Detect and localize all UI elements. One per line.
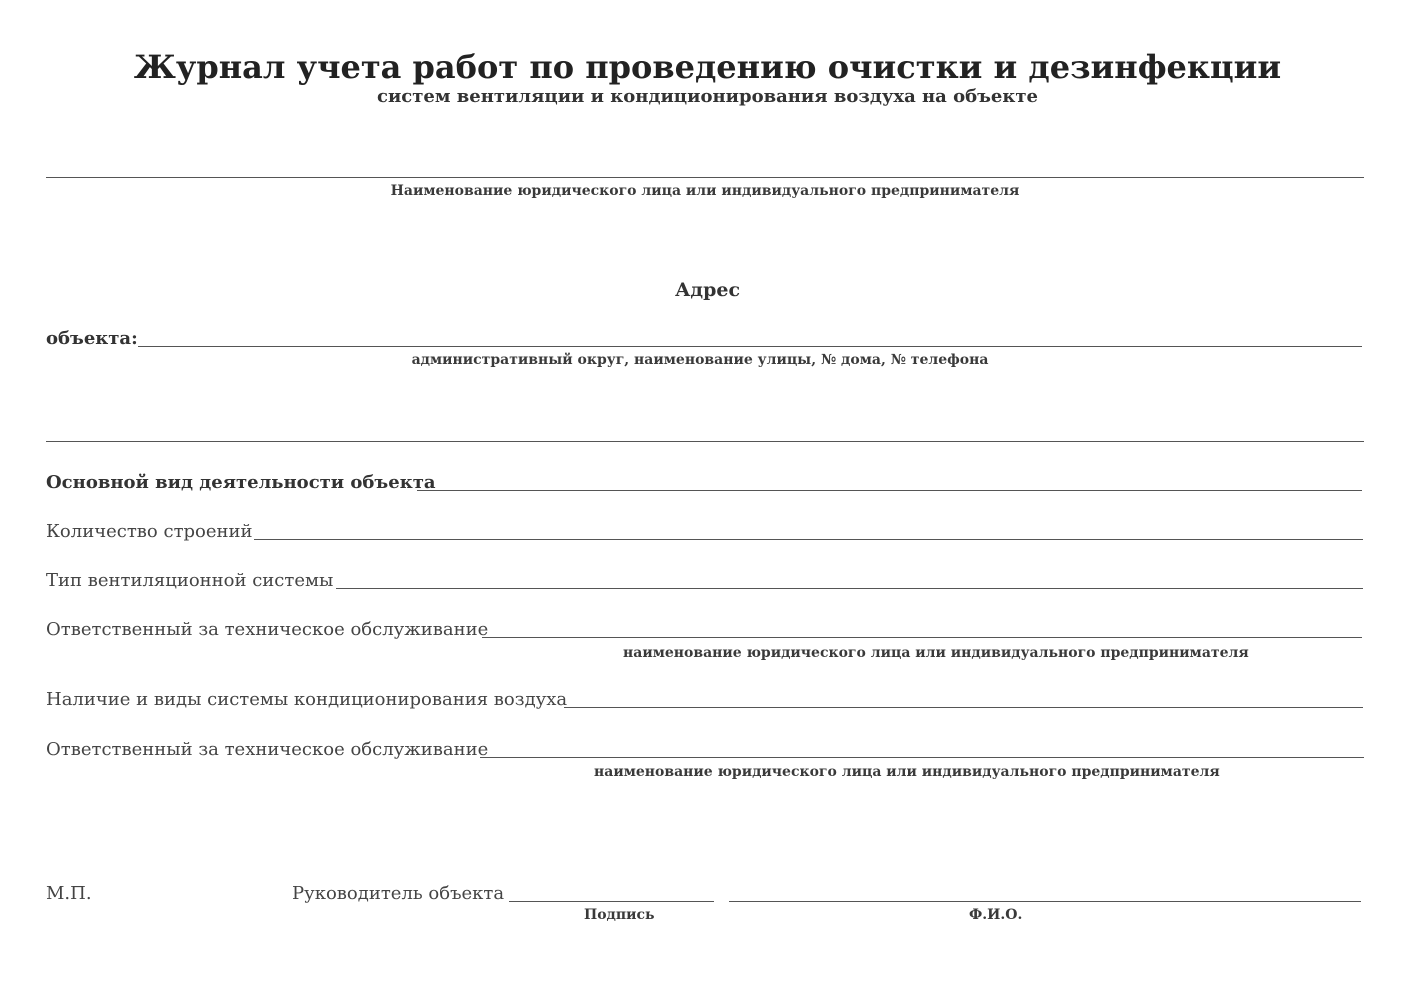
form-title: Журнал учета работ по проведению очистки и дезинфекции (133, 48, 1282, 86)
seal-label: М.П. (46, 883, 92, 904)
full-name-caption: Ф.И.О. (969, 907, 1023, 923)
entity-name-line[interactable] (46, 177, 1364, 178)
activity-label: Основной вид деятельности объекта (46, 472, 436, 493)
ac-responsible-line[interactable] (480, 757, 1364, 758)
form-subtitle: систем вентиляции и кондиционирования воздуха на объекте (376, 86, 1038, 107)
head-of-object-label: Руководитель объекта (292, 883, 505, 904)
air-conditioning-line[interactable] (564, 707, 1363, 708)
object-address-line[interactable] (138, 346, 1362, 347)
object-address-caption: административный округ, наименование улицы, № дома, № телефона (411, 352, 989, 368)
signature-line[interactable] (509, 901, 714, 902)
air-conditioning-label: Наличие и виды системы кондиционирования воздуха (46, 689, 568, 710)
signature-caption: Подпись (584, 907, 655, 923)
ventilation-responsible-line[interactable] (482, 637, 1362, 638)
address-heading: Адрес (674, 279, 741, 301)
ac-responsible-label: Ответственный за техническое обслуживание (46, 739, 489, 760)
ventilation-responsible-label: Ответственный за техническое обслуживание (46, 619, 489, 640)
address-continuation-line[interactable] (46, 441, 1364, 442)
entity-name-caption: Наименование юридического лица или индивидуального предпринимателя (390, 183, 1020, 199)
ac-responsible-caption: наименование юридического лица или индивидуального предпринимателя (594, 764, 1220, 780)
ventilation-type-line[interactable] (336, 588, 1363, 589)
full-name-line[interactable] (729, 901, 1361, 902)
buildings-count-line[interactable] (254, 539, 1363, 540)
object-address-label: объекта: (46, 328, 138, 349)
buildings-count-label: Количество строений (46, 521, 253, 542)
ventilation-responsible-caption: наименование юридического лица или индивидуального предпринимателя (623, 645, 1249, 661)
activity-line[interactable] (417, 490, 1362, 491)
ventilation-type-label: Тип вентиляционной системы (46, 570, 334, 591)
